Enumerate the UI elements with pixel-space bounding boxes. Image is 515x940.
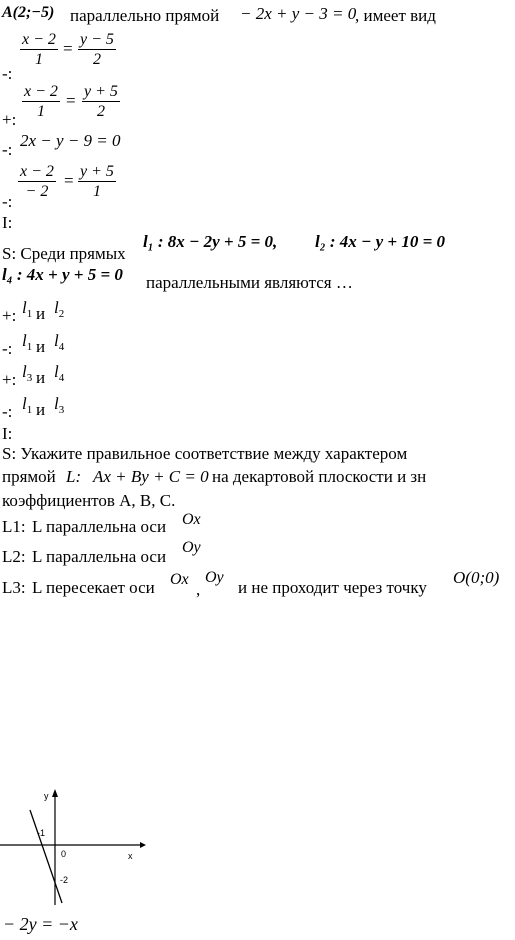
q2-prefix: S: Среди прямых	[2, 244, 126, 263]
tick-x-label: -1	[37, 828, 46, 838]
q2-option-4-conj: и	[36, 400, 46, 419]
q2-option-3-marker: +:	[2, 370, 17, 389]
y-axis-arrow	[52, 789, 58, 797]
q2-option-2-first: $l_1$	[22, 331, 33, 353]
point-a: A(2;−5)	[2, 4, 55, 21]
q2-suffix: параллельными являются …	[146, 273, 353, 292]
origin-label: 0	[61, 849, 67, 859]
q2-option-2-marker: -:	[2, 339, 13, 358]
q2-option-1-conj: и	[36, 304, 46, 323]
x-axis-label: x	[128, 851, 133, 861]
q1-option-2-marker: +:	[2, 110, 17, 129]
q2-option-4-marker: -:	[2, 402, 13, 421]
q2-option-3-conj: и	[36, 368, 46, 387]
q1-option-3-marker: -:	[2, 140, 13, 159]
q3-line-2-a: прямой	[2, 467, 56, 486]
q1-end-marker: I:	[2, 213, 13, 232]
q1-option-1-fraction-left: $\frac{x - 2}{1}$	[22, 31, 56, 68]
q3-line-1: S: Укажите правильное соответствие между характером	[2, 444, 408, 463]
q2-end-marker: I:	[2, 424, 13, 443]
q3-l1-text: L параллельна оси	[32, 517, 167, 536]
q2-option-2-second: $l_4$	[54, 331, 65, 353]
q1-text-a: параллельно прямой	[70, 6, 220, 25]
q3-l3-point: O(0;0)	[453, 568, 500, 587]
q3-l3-text-2: и не проходит через точку	[238, 578, 427, 597]
q2-line-l2: l₂ : 4x − y + 10 = 0	[315, 232, 446, 251]
q2-option-1-marker: +:	[2, 306, 17, 325]
q1-option-4-fraction-left: $\frac{x - 2}{- 2}$	[20, 163, 54, 200]
q1-option-4-fraction-right: $\frac{y + 5}{1}$	[80, 163, 114, 200]
q2-option-4-first: $l_1$	[22, 394, 33, 416]
q1-text-b: , имеет вид	[355, 6, 436, 25]
q3-line-3: коэффициентов A, B, C.	[2, 491, 176, 510]
graph-caption: − 2y = −x	[3, 914, 78, 934]
q2-line-l1: l₁ : 8x − 2y + 5 = 0,	[143, 232, 278, 251]
q3-l3-label: L3:	[2, 578, 26, 597]
q2-option-4-second: $l_3$	[54, 394, 65, 416]
q2-option-2-conj: и	[36, 337, 46, 356]
x-axis-arrow	[140, 842, 146, 848]
q1-option-3-expression: 2x − y − 9 = 0	[20, 131, 121, 150]
q2-line-l4: l₄ : 4x + y + 5 = 0	[2, 265, 123, 284]
q1-option-2-fraction-right: $\frac{y + 5}{2}$	[84, 83, 118, 120]
graph-line	[30, 810, 62, 903]
q1-option-1-marker: -:	[2, 64, 13, 83]
q1-option-4-marker: -:	[2, 192, 13, 211]
q1-option-2-fraction-left: $\frac{x - 2}{1}$	[24, 83, 58, 120]
q3-l3-axis-1: Ox	[170, 571, 189, 588]
q3-l3-axis-2: Oy	[205, 569, 224, 586]
q3-l1-label: L1:	[2, 517, 26, 536]
q2-option-3-second: $l_4$	[54, 362, 65, 384]
q1-line-equation: − 2x + y − 3 = 0	[240, 4, 357, 23]
q3-line-2-equation: Ax + By + C = 0	[93, 467, 209, 486]
q2-option-1-first: $l_1$	[22, 298, 33, 320]
q1-option-1-fraction-right: $\frac{y - 5}{2}$	[80, 31, 114, 68]
y-axis-label: y	[44, 791, 49, 801]
q3-line-2-L: L:	[66, 467, 82, 486]
q3-l3-text: L пересекает оси	[32, 578, 155, 597]
graph-svg	[0, 785, 160, 905]
q3-l1-axis: Ox	[182, 511, 201, 528]
line-graph	[0, 785, 160, 905]
q3-l2-text: L параллельна оси	[32, 547, 167, 566]
q2-option-3-first: $l_3$	[22, 362, 33, 384]
q3-line-2-b: на декартовой плоскости и зн	[212, 467, 427, 486]
q3-l3-comma: ,	[196, 580, 201, 599]
q3-l2-label: L2:	[2, 547, 26, 566]
q3-l2-axis: Oy	[182, 539, 201, 556]
tick-y-label: -2	[60, 875, 69, 885]
q2-option-1-second: $l_2$	[54, 298, 65, 320]
